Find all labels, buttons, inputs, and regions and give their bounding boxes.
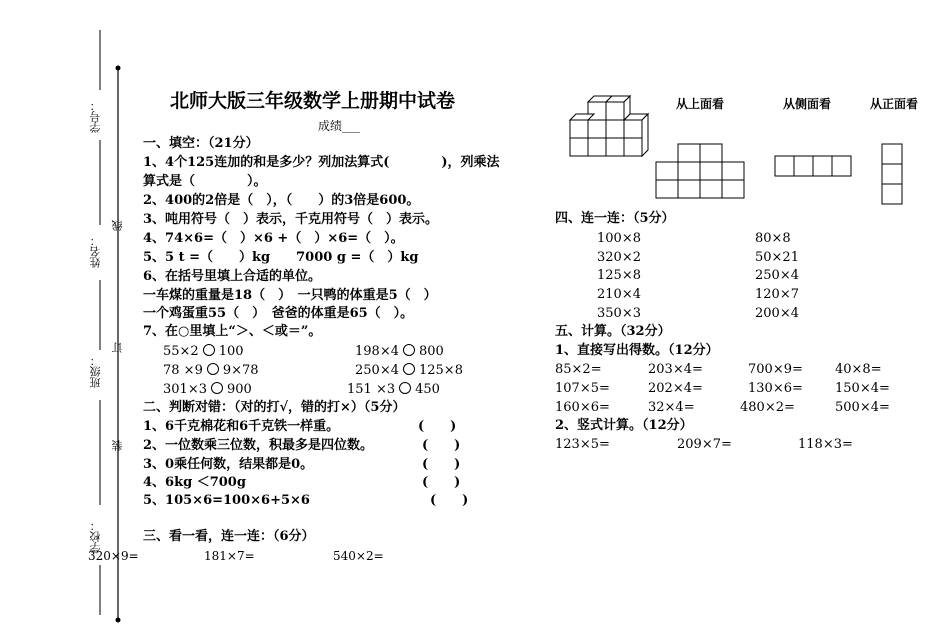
- score-label: 成绩___: [318, 119, 361, 133]
- judge-blank[interactable]: ( ): [418, 419, 457, 434]
- section1-line: 7、在○里填上“＞、＜或＝”。: [143, 324, 322, 339]
- calc-item: 40×8=: [835, 362, 882, 377]
- calc-item: 130×6=: [748, 381, 803, 396]
- judge-item: 1、6千克棉花和6千克铁一样重。: [143, 419, 340, 434]
- compare-circle[interactable]: [403, 344, 415, 356]
- compare-circle[interactable]: [403, 363, 415, 375]
- calc-item: 32×4=: [648, 400, 695, 415]
- calc-item: 160×6=: [555, 400, 610, 415]
- match-left[interactable]: 100×8: [597, 231, 641, 246]
- section5-sub1: 1、直接写出得数。（12分）: [555, 343, 719, 358]
- match-right[interactable]: 200×4: [755, 306, 799, 321]
- compare-circle[interactable]: [203, 344, 215, 356]
- judge-item: 3、0乘任何数，结果都是0。: [143, 457, 314, 472]
- section4-heading: 四、连一连：（5分）: [555, 211, 675, 226]
- calc-item: 203×4=: [648, 362, 703, 377]
- calc-item: 85×2=: [555, 362, 602, 377]
- section1-line: 2、400的2倍是（ ），（ ）的3倍是600。: [143, 193, 420, 208]
- match-left[interactable]: 320×2: [597, 250, 641, 265]
- compare-circle[interactable]: [207, 363, 219, 375]
- match-left[interactable]: 125×8: [597, 268, 641, 283]
- section1-heading: 一、填空：（21分）: [143, 136, 259, 151]
- page-title: 北师大版三年级数学上册期中试卷: [170, 90, 456, 112]
- section2-heading: 二、判断对错：（对的打√，错的打×）（5分）: [143, 400, 406, 415]
- top-view-figure: [656, 144, 744, 198]
- view-label: 从侧面看: [783, 97, 832, 111]
- section5-sub2: 2、竖式计算。（12分）: [555, 418, 693, 433]
- calc-item: 480×2=: [740, 400, 795, 415]
- section1-line: 一车煤的重量是18（ ） 一只鸭的体重是5（ ）: [143, 288, 437, 303]
- cut-mark-bind: 装: [111, 440, 124, 451]
- section1-line: 一个鸡蛋重55（ ） 爸爸的体重是65（ ）。: [143, 306, 414, 321]
- match-right[interactable]: 250×4: [755, 268, 799, 283]
- vertical-calc-item: 181×7=: [204, 549, 255, 563]
- calc-item: 700×9=: [748, 362, 803, 377]
- judge-item: 5、105×6=100×6+5×6: [143, 493, 310, 508]
- judge-item: 4、6kg ＜700g: [143, 475, 246, 490]
- front-view-figure: [882, 144, 902, 204]
- side-view-figure: [775, 156, 851, 176]
- compare-row: 151 ×3 450: [347, 382, 440, 397]
- calc-item: 500×4=: [835, 400, 890, 415]
- cut-mark-staple: 订: [111, 342, 124, 353]
- match-right[interactable]: 120×7: [755, 287, 799, 302]
- vertical-calc-item: 209×7=: [677, 437, 732, 452]
- calc-item: 150×4=: [835, 381, 890, 396]
- judge-blank[interactable]: ( ): [430, 493, 469, 508]
- section5-heading: 五、计算。（32分）: [555, 324, 671, 339]
- section1-line: 6、在括号里填上合适的单位。: [143, 269, 322, 284]
- school-label: 学校：: [89, 520, 102, 553]
- match-right[interactable]: 80×8: [755, 231, 791, 246]
- section1-line: 算式是（ ）。: [143, 174, 267, 189]
- compare-circle[interactable]: [399, 382, 411, 394]
- section1-line: 3、吨用符号（ ）表示，千克用符号（ ）表示。: [143, 212, 439, 227]
- judge-blank[interactable]: ( ): [422, 438, 461, 453]
- section3-heading: 三、看一看，连一连：（6分）: [143, 529, 315, 544]
- calc-item: 202×4=: [648, 381, 703, 396]
- cube-stack-figure: [570, 96, 648, 156]
- section1-line: 4、74×6=（ ）×6 +（ ）×6=（ ）。: [143, 231, 404, 246]
- vertical-calc-item: 123×5=: [555, 437, 610, 452]
- section1-line: 1、4个125连加的和是多少？列加法算式( )，列乘法: [143, 155, 500, 170]
- compare-circle[interactable]: [211, 382, 223, 394]
- class-label: 班级：: [89, 355, 102, 388]
- match-left[interactable]: 350×3: [597, 306, 641, 321]
- compare-row: 301×3 900: [163, 382, 252, 397]
- judge-blank[interactable]: ( ): [422, 457, 461, 472]
- vertical-calc-item: 540×2=: [333, 549, 384, 563]
- match-left[interactable]: 210×4: [597, 287, 641, 302]
- student-id-label: 学号：: [89, 100, 102, 133]
- view-label: 从上面看: [676, 97, 725, 111]
- compare-row: 198×4 800: [355, 344, 444, 359]
- binding-lines: [0, 0, 140, 625]
- name-label: 姓名：: [89, 235, 102, 268]
- cut-mark-line: 线: [111, 220, 124, 231]
- vertical-calc-item: 118×3=: [798, 437, 853, 452]
- section1-line: 5、5 t =（ ）kg 7000 g =（ ）kg: [143, 250, 419, 265]
- compare-row: 250×4 125×8: [355, 363, 463, 378]
- match-right[interactable]: 50×21: [755, 250, 799, 265]
- view-label: 从正面看: [870, 97, 919, 111]
- compare-row: 55×2 100: [163, 344, 244, 359]
- judge-blank[interactable]: ( ): [422, 475, 461, 490]
- compare-row: 78 ×9 9×78: [163, 363, 259, 378]
- judge-item: 2、一位数乘三位数，积最多是四位数。: [143, 438, 374, 453]
- vertical-calc-item: 320×9=: [88, 549, 139, 563]
- calc-item: 107×5=: [555, 381, 610, 396]
